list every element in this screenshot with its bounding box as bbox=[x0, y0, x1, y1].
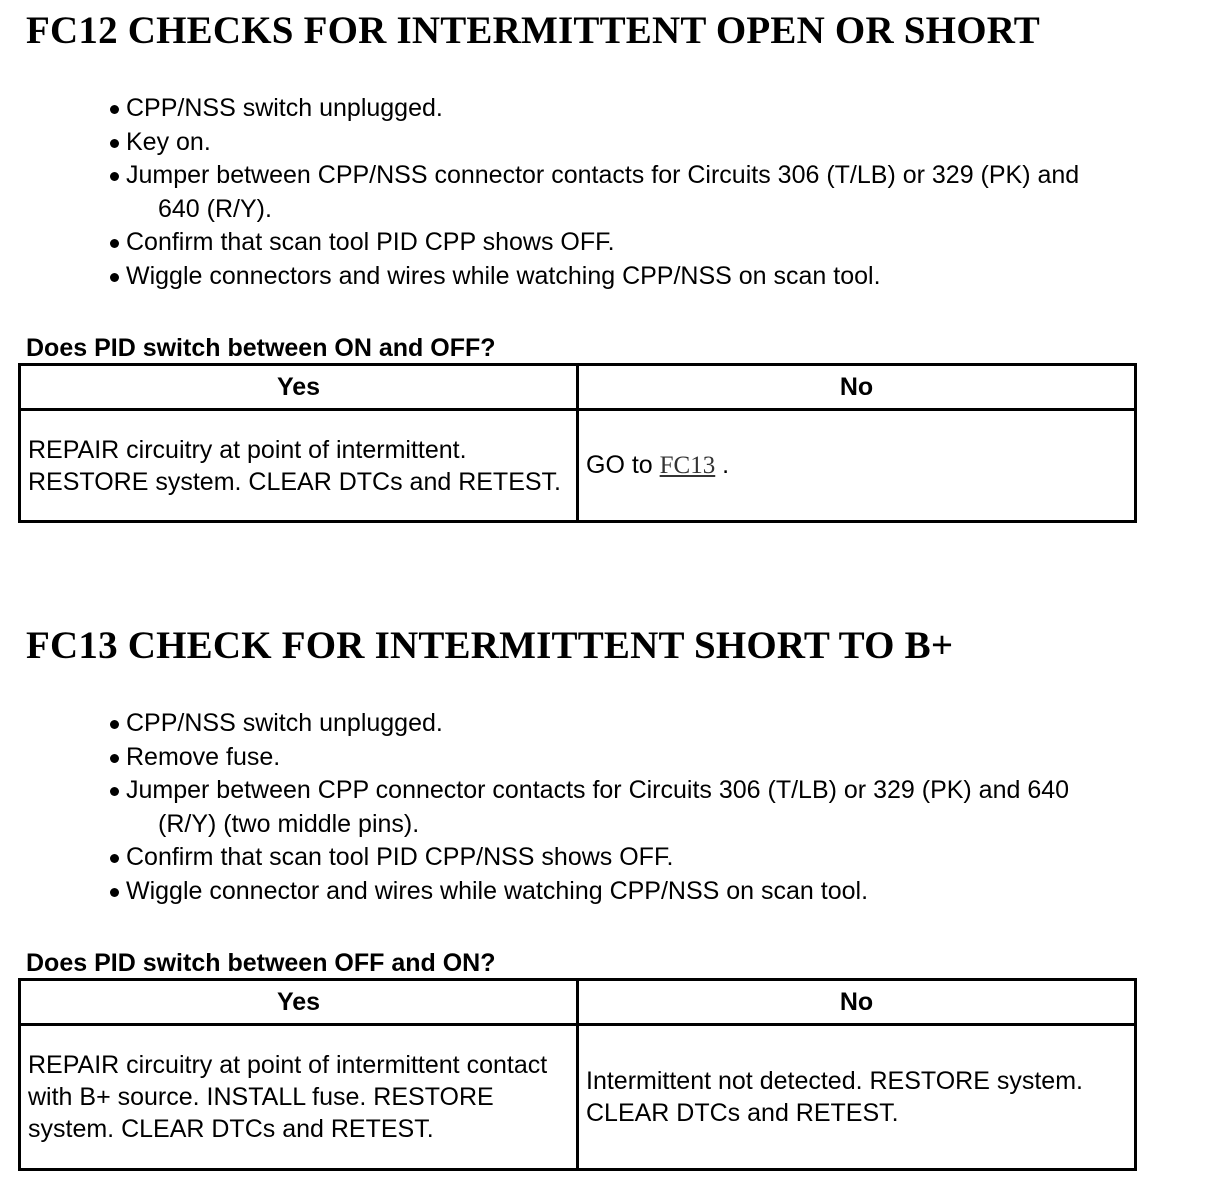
bullet-icon bbox=[110, 172, 119, 181]
no-header: No bbox=[578, 980, 1136, 1025]
bullet-icon bbox=[110, 888, 119, 897]
no-cell: Intermittent not detected. RESTORE system. CLEAR DTCs and RETEST. bbox=[578, 1025, 1136, 1170]
bullet-icon bbox=[110, 139, 119, 148]
table-row bbox=[20, 410, 1136, 522]
table-row bbox=[20, 1025, 1136, 1170]
list-item bbox=[108, 841, 1198, 875]
list-item bbox=[108, 92, 1198, 126]
yes-cell: REPAIR circuitry at point of intermittent contact with B+ source. INSTALL fuse. RESTORE system. CLEAR DTCs and RETEST. bbox=[20, 1025, 578, 1170]
list-item bbox=[108, 707, 1198, 741]
fc13-link[interactable]: FC13 bbox=[659, 452, 716, 479]
step-text: CPP/NSS switch unplugged. bbox=[126, 94, 443, 122]
section-heading: FC13 CHECK FOR INTERMITTENT SHORT TO B+ bbox=[26, 624, 954, 667]
table-header-row bbox=[20, 980, 1136, 1025]
list-item bbox=[108, 126, 1198, 160]
question-text: Does PID switch between OFF and ON? bbox=[26, 949, 496, 977]
step-text: Remove fuse. bbox=[126, 742, 281, 771]
result-table bbox=[18, 363, 1137, 523]
section-heading: FC12 CHECKS FOR INTERMITTENT OPEN OR SHORT bbox=[26, 9, 1040, 52]
step-text: Jumper between CPP/NSS connector contacts for Circuits 306 (T/LB) or 329 (PK) and bbox=[126, 161, 1080, 189]
bullet-icon bbox=[110, 754, 119, 763]
yes-cell: REPAIR circuitry at point of intermittent. RESTORE system. CLEAR DTCs and RETEST. bbox=[20, 410, 578, 522]
list-item bbox=[108, 260, 1198, 294]
step-text: Jumper between CPP connector contacts for Circuits 306 (T/LB) or 329 (PK) and 640 bbox=[126, 776, 1070, 804]
bullet-icon bbox=[110, 787, 119, 796]
list-item bbox=[108, 875, 1198, 909]
bullet-icon bbox=[110, 239, 119, 248]
step-text: Key on. bbox=[126, 127, 211, 156]
step-text: Wiggle connector and wires while watching CPP/NSS on scan tool. bbox=[126, 876, 869, 905]
bullet-icon bbox=[110, 720, 119, 729]
no-cell-suffix: . bbox=[715, 451, 730, 479]
list-item bbox=[108, 159, 1198, 226]
step-text: Confirm that scan tool PID CPP shows OFF. bbox=[126, 228, 615, 256]
bullet-icon bbox=[110, 854, 119, 863]
result-table bbox=[18, 978, 1137, 1171]
list-item bbox=[108, 741, 1198, 775]
bullet-icon bbox=[110, 273, 119, 282]
list-item bbox=[108, 226, 1198, 260]
step-list bbox=[108, 92, 1198, 293]
step-list bbox=[108, 707, 1198, 908]
table-header-row bbox=[20, 365, 1136, 410]
no-cell bbox=[578, 410, 1136, 522]
step-text-continued: 640 (R/Y). bbox=[158, 194, 272, 223]
question-text: Does PID switch between ON and OFF? bbox=[26, 334, 496, 362]
list-item bbox=[108, 774, 1198, 841]
step-text-continued: (R/Y) (two middle pins). bbox=[158, 809, 420, 838]
step-text: Wiggle connectors and wires while watching CPP/NSS on scan tool. bbox=[126, 261, 881, 290]
step-text: Confirm that scan tool PID CPP/NSS shows OFF. bbox=[126, 843, 674, 871]
no-header: No bbox=[578, 365, 1136, 410]
no-cell-prefix: GO to bbox=[586, 451, 660, 479]
step-text: CPP/NSS switch unplugged. bbox=[126, 709, 443, 737]
bullet-icon bbox=[110, 105, 119, 114]
yes-header: Yes bbox=[20, 365, 578, 410]
yes-header: Yes bbox=[20, 980, 578, 1025]
